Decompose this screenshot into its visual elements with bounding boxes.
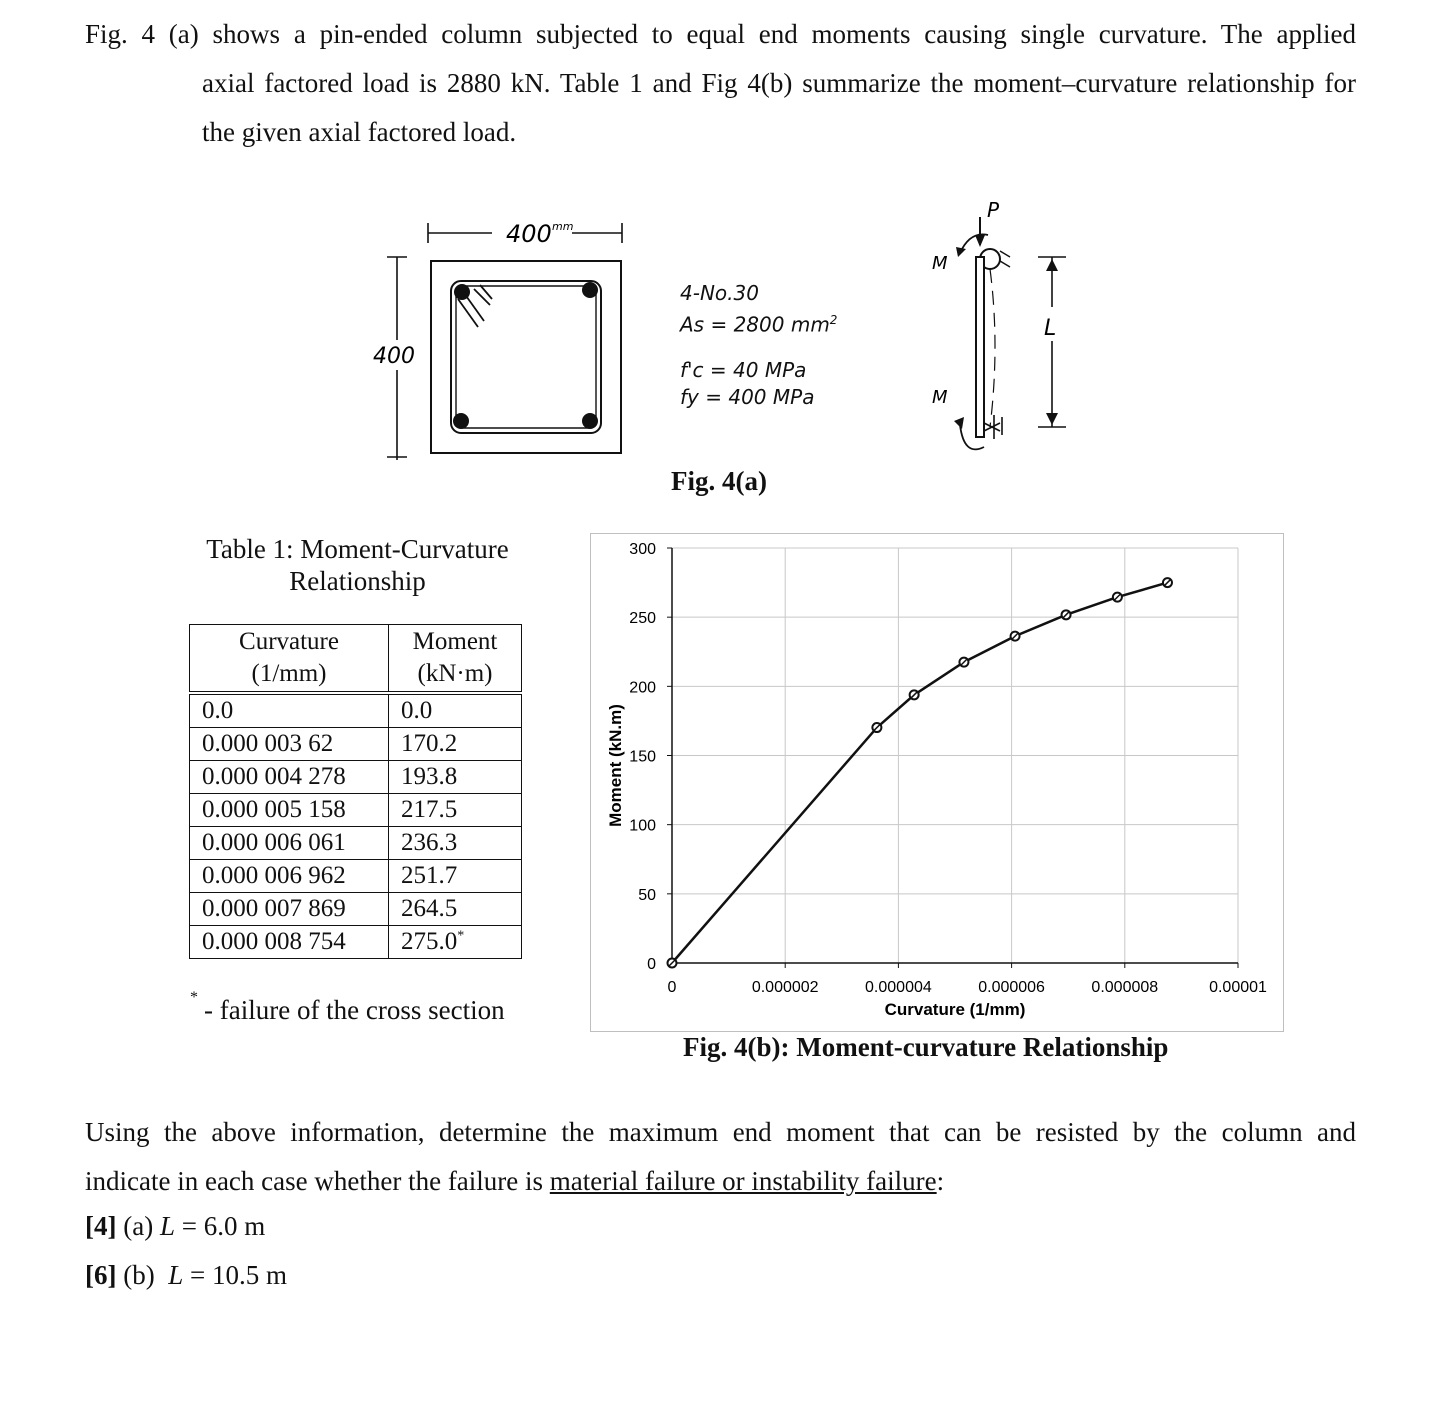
y-tick-label: 50 bbox=[638, 886, 656, 904]
y-tick-label: 0 bbox=[647, 956, 656, 973]
question-paragraph bbox=[85, 1108, 1356, 1206]
moment-top-label: M bbox=[932, 253, 948, 274]
y-tick-label: 100 bbox=[629, 817, 656, 835]
part-b: [6] (b) L = 10.5 m bbox=[85, 1260, 287, 1290]
x-tick-label: 0 bbox=[667, 979, 677, 996]
series-line bbox=[672, 583, 1168, 963]
as-label: As = 2800 $mm^2$ bbox=[680, 312, 838, 337]
load-label: P bbox=[987, 198, 1000, 222]
y-tick-label: 250 bbox=[629, 610, 656, 628]
table-row: 0.000 007 869 264.5 bbox=[190, 893, 522, 926]
x-axis-label: Curvature (1/mm) bbox=[884, 1000, 1026, 1019]
table-row: 0.000 006 061 236.3 bbox=[190, 827, 522, 860]
failure-mark: * bbox=[457, 928, 465, 944]
x-tick-label: 0.000004 bbox=[865, 979, 932, 996]
intro-line-1: Fig. 4 (a) shows a pin-ended column subjected to equal end moments causing single curvature. The applied bbox=[85, 19, 1356, 49]
table-footnote: * - failure of the cross section bbox=[190, 989, 505, 1025]
col-header-moment: Moment (kN·m) bbox=[389, 625, 522, 694]
cross-section-sketch bbox=[360, 205, 660, 475]
rebar-label: 4-No.30 bbox=[680, 281, 759, 305]
intro-paragraph bbox=[85, 10, 1356, 157]
table-row: 0.000 008 754 275.0* bbox=[190, 926, 522, 959]
y-tick-label: 200 bbox=[629, 679, 656, 697]
table-row: 0.0 0.0 bbox=[190, 693, 522, 728]
rebar-bottom-left bbox=[453, 413, 469, 429]
section-width-unit: mm bbox=[552, 220, 574, 233]
section-width-label: 400 bbox=[506, 220, 552, 248]
fc-label: f'c = 40 MPa bbox=[680, 357, 807, 382]
y-tick-label: 300 bbox=[629, 541, 656, 558]
table-row: 0.000 005 158 217.5 bbox=[190, 794, 522, 827]
table-row: 0.000 006 962 251.7 bbox=[190, 860, 522, 893]
col-header-curvature: Curvature (1/mm) bbox=[190, 625, 389, 694]
table-row: 0.000 004 278 193.8 bbox=[190, 761, 522, 794]
moment-bottom-label: M bbox=[932, 387, 948, 408]
rebar-top-left bbox=[454, 284, 470, 300]
x-tick-label: 0.000002 bbox=[751, 979, 819, 996]
intro-line-2: axial factored load is 2880 kN. Table 1 and Fig 4(b) summarize the moment–curvature relationship for bbox=[202, 68, 1356, 98]
fig4b-caption: Fig. 4(b): Moment-curvature Relationship bbox=[683, 1032, 1169, 1062]
x-tick-label: 0.000008 bbox=[1091, 979, 1159, 996]
part-a: [4] (a) L = 6.0 m bbox=[85, 1211, 266, 1241]
x-tick-label: 0.00001 bbox=[1209, 979, 1267, 996]
question-line-2: indicate in each case whether the failure is material failure or instability failure: bbox=[85, 1166, 945, 1196]
question-line-1: Using the above information, determine the maximum end moment that can be resisted by the column and bbox=[85, 1117, 1356, 1147]
fig4a-caption: Fig. 4(a) bbox=[671, 466, 767, 496]
column-elevation-sketch bbox=[920, 195, 1080, 460]
y-tick-label: 150 bbox=[629, 748, 656, 766]
intro-line-3: the given axial factored load. bbox=[202, 117, 517, 147]
rebar-bottom-right bbox=[582, 413, 598, 429]
section-depth-label: 400 bbox=[373, 344, 415, 369]
length-label: L bbox=[1044, 316, 1057, 341]
table-row: 0.000 003 62 170.2 bbox=[190, 728, 522, 761]
section-properties bbox=[680, 280, 837, 411]
moment-curvature-table bbox=[189, 624, 522, 959]
fy-label: fy = 400 MPa bbox=[680, 384, 815, 409]
rebar-top-right bbox=[582, 282, 598, 298]
table-title: Table 1: Moment-Curvature Relationship bbox=[206, 534, 509, 596]
moment-curvature-chart bbox=[590, 533, 1284, 1032]
y-axis-label: Moment (kN.m) bbox=[606, 704, 625, 827]
x-tick-label: 0.000006 bbox=[978, 979, 1045, 996]
